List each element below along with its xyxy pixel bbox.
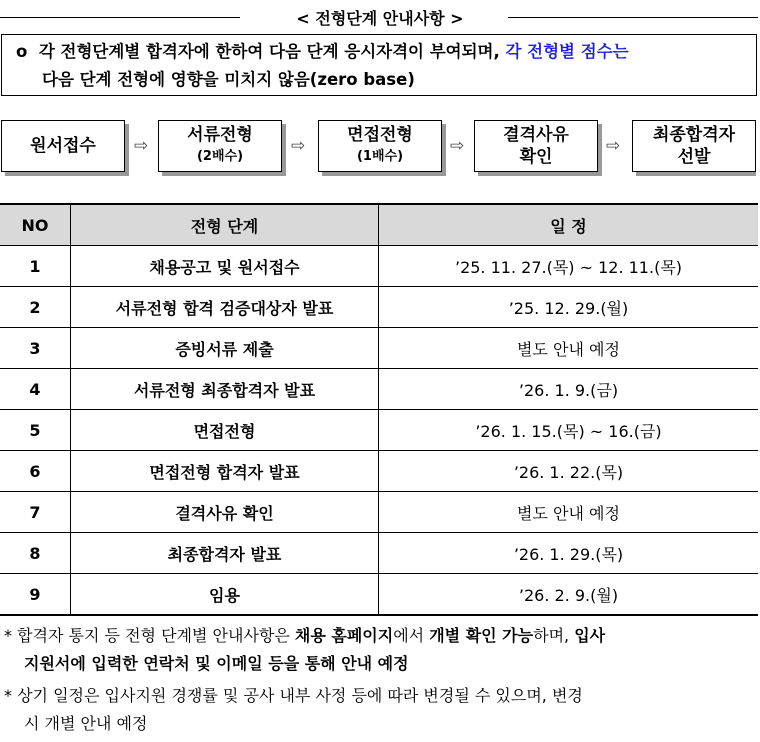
table-row — [0, 574, 758, 616]
row-no: 7 — [0, 492, 71, 533]
row-no: 9 — [0, 574, 71, 616]
row-no: 2 — [0, 287, 71, 328]
flow-step-label: 서류전형 — [187, 125, 253, 145]
flow-step-final-selection — [632, 120, 756, 172]
row-stage: 최종합격자 발표 — [71, 533, 379, 574]
footnote-1-line-2: 지원서에 입력한 연락처 및 이메일 등을 통해 안내 예정 — [24, 654, 409, 673]
flow-arrow-icon: ⇨ — [450, 136, 465, 156]
notice-bullet: o — [16, 42, 28, 61]
flow-step-label-2: 확인 — [519, 147, 553, 167]
title-rule-right — [508, 17, 758, 18]
schedule-table — [0, 203, 758, 616]
row-date: ’25. 12. 29.(월) — [379, 287, 759, 328]
row-no: 3 — [0, 328, 71, 369]
footnote-1-line-1 — [4, 622, 756, 650]
table-row — [0, 410, 758, 451]
notice-text-plain: 각 전형단계별 합격자에 한하여 다음 단계 응시자격이 부여되며, — [38, 42, 506, 61]
row-stage: 면접전형 — [71, 410, 379, 451]
row-stage: 면접전형 합격자 발표 — [71, 451, 379, 492]
flow-step-label: 원서접수 — [30, 136, 96, 156]
row-stage: 서류전형 최종합격자 발표 — [71, 369, 379, 410]
notice-box — [1, 34, 757, 96]
row-date: ’26. 1. 22.(목) — [379, 451, 759, 492]
col-header-no: NO — [0, 204, 71, 246]
footnote-2-line-1: * 상기 일정은 입사지원 경쟁률 및 공사 내부 사정 등에 따라 변경될 수 있으며, 변경 — [4, 686, 583, 705]
table-row — [0, 287, 758, 328]
table-row — [0, 533, 758, 574]
row-no: 4 — [0, 369, 71, 410]
footnote-2-line-2: 시 개별 안내 예정 — [24, 714, 148, 733]
row-stage: 임용 — [71, 574, 379, 616]
row-no: 6 — [0, 451, 71, 492]
notice-line-1 — [16, 38, 750, 66]
flow-step-label: 최종합격자 — [652, 125, 736, 145]
notice-text-highlight: 각 전형별 점수는 — [505, 42, 629, 61]
flow-step-label: 면접전형 — [347, 125, 413, 145]
flow-arrow-icon: ⇨ — [134, 136, 149, 156]
flow-arrow-icon: ⇨ — [606, 136, 621, 156]
table-row — [0, 246, 758, 287]
footnote-2 — [4, 682, 756, 738]
flow-step-interview — [318, 120, 442, 172]
footnote-1 — [4, 622, 756, 678]
footnote-text: 하며, — [533, 626, 575, 645]
footnote-bold: 입사 — [574, 626, 606, 645]
row-stage: 결격사유 확인 — [71, 492, 379, 533]
flow-step-label: 결격사유 — [503, 125, 569, 145]
col-header-stage: 전형 단계 — [71, 204, 379, 246]
table-row — [0, 328, 758, 369]
table-header-row — [0, 204, 758, 246]
table-row — [0, 369, 758, 410]
footnote-text: 에서 — [393, 626, 430, 645]
footnote-bold: 채용 홈페이지 — [294, 626, 394, 645]
notice-line-2: 다음 단계 전형에 영향을 미치지 않음(zero base) — [42, 70, 415, 89]
flow-step-document-screening — [158, 120, 282, 172]
row-date: 별도 안내 예정 — [379, 492, 759, 533]
row-date: ’26. 1. 29.(목) — [379, 533, 759, 574]
row-no: 5 — [0, 410, 71, 451]
row-date: ’25. 11. 27.(목) ~ 12. 11.(목) — [379, 246, 759, 287]
page-title: < 전형단계 안내사항 > — [296, 9, 464, 28]
row-no: 8 — [0, 533, 71, 574]
footnote-bold: 개별 확인 가능 — [429, 626, 534, 645]
table-row — [0, 451, 758, 492]
row-stage: 서류전형 합격 검증대상자 발표 — [71, 287, 379, 328]
row-date: ’26. 1. 9.(금) — [379, 369, 759, 410]
row-stage: 증빙서류 제출 — [71, 328, 379, 369]
row-stage: 채용공고 및 원서접수 — [71, 246, 379, 287]
flow-step-sublabel: (2배수) — [196, 149, 244, 164]
flow-step-label-2: 선발 — [677, 147, 711, 167]
flow-step-sublabel: (1배수) — [356, 149, 404, 164]
flow-step-disqualification-check — [474, 120, 598, 172]
col-header-date: 일 정 — [379, 204, 759, 246]
row-no: 1 — [0, 246, 71, 287]
flow-arrow-icon: ⇨ — [291, 136, 306, 156]
row-date: 별도 안내 예정 — [379, 328, 759, 369]
row-date: ’26. 2. 9.(월) — [379, 574, 759, 616]
flow-step-application — [1, 120, 125, 172]
table-row — [0, 492, 758, 533]
footnote-text: * 합격자 통지 등 전형 단계별 안내사항은 — [4, 626, 295, 645]
row-date: ’26. 1. 15.(목) ~ 16.(금) — [379, 410, 759, 451]
